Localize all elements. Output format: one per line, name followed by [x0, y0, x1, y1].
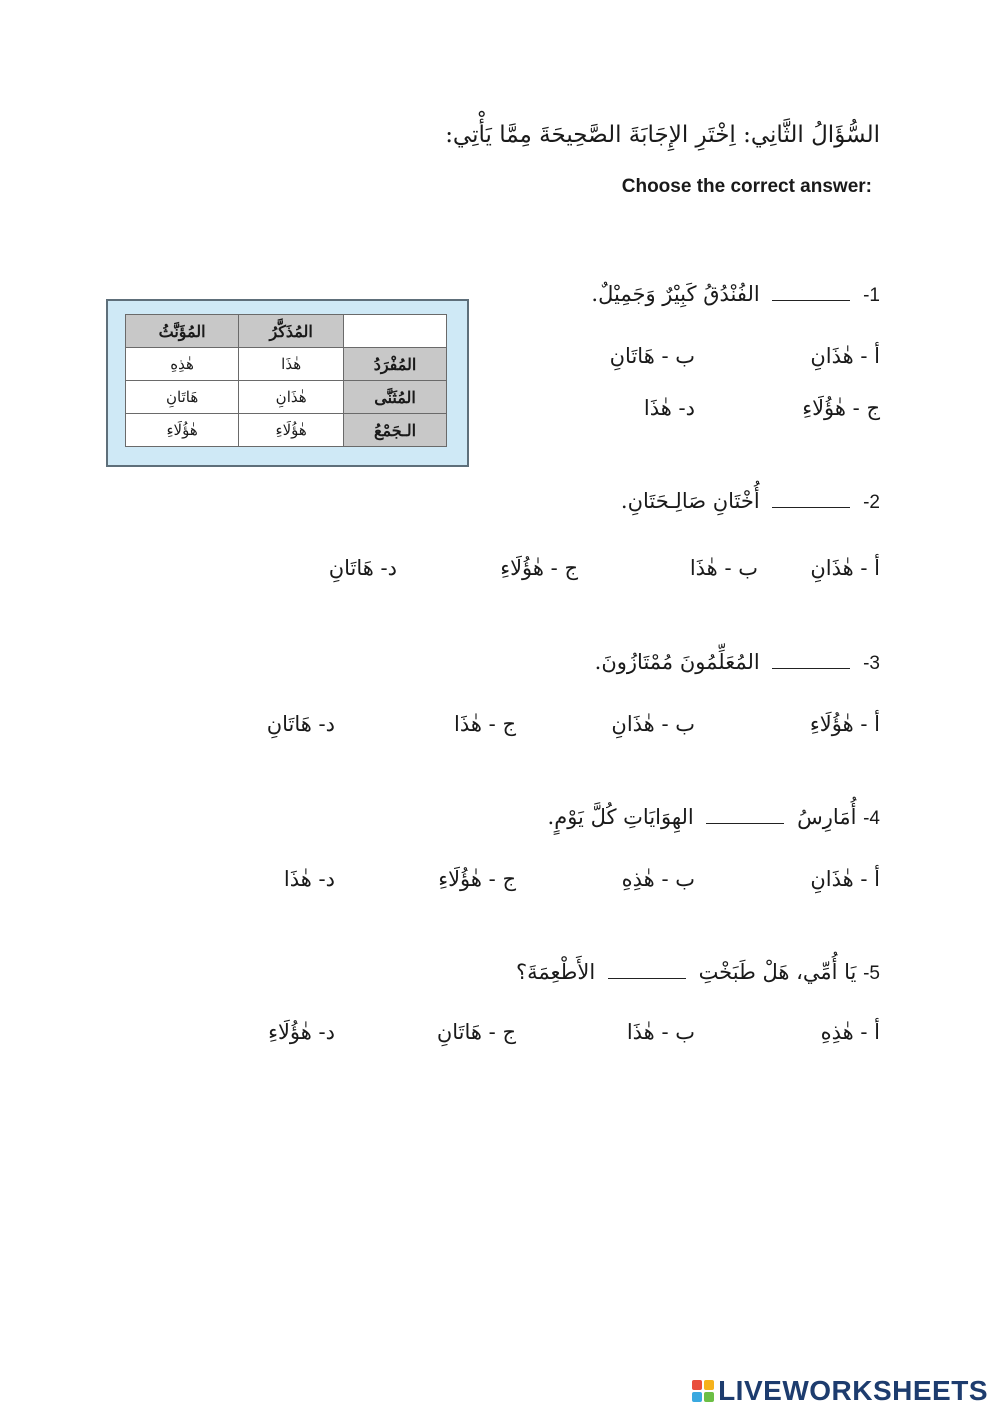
question-text: أُخْتَانِ صَالِـحَتَانِ. [620, 489, 760, 513]
option-c[interactable]: ج - هٰؤُلَاءِ [438, 867, 516, 891]
option-d[interactable]: د- هٰذَا [643, 396, 695, 420]
cell-singular-masc: هٰذَا [239, 348, 344, 381]
answer-blank[interactable] [706, 807, 784, 824]
option-c[interactable]: ج - هٰؤُلَاءِ [500, 556, 578, 580]
option-d[interactable]: د- هٰذَا [283, 867, 335, 891]
logo-text: LIVEWORKSHEETS [718, 1375, 988, 1406]
cell-dual-fem: هَاتَانِ [126, 381, 239, 414]
cell-plural-masc: هٰؤُلَاءِ [239, 414, 344, 447]
instruction-english: Choose the correct answer: [621, 176, 872, 197]
corner-cell [344, 315, 447, 348]
answer-blank[interactable] [772, 284, 850, 301]
table-row [126, 381, 447, 414]
option-b[interactable]: ب - هٰذَانِ [611, 712, 695, 736]
col-header-masculine: المُذَكَّرُ [239, 315, 344, 348]
question-text-after: الهِوَايَاتِ كُلَّ يَوْمٍ. [547, 805, 694, 829]
liveworksheets-logo [692, 1375, 988, 1407]
option-a[interactable]: أ - هٰذَانِ [810, 344, 880, 368]
question-4 [548, 805, 880, 830]
cell-singular-fem: هٰذِهِ [126, 348, 239, 381]
row-header-singular: المُفْرَدُ [344, 348, 447, 381]
option-c[interactable]: ج - هَاتَانِ [436, 1020, 516, 1044]
demonstratives-reference-box [106, 299, 469, 467]
cell-plural-fem: هٰؤُلَاءِ [126, 414, 239, 447]
worksheet-title: السُّؤَالُ الثَّانِي: اِخْتَرِ الإِجَابَةَ الصَّحِيحَةَ مِمَّا يَأْتِي: [445, 122, 880, 148]
table-row [126, 414, 447, 447]
option-c[interactable]: ج - هٰؤُلَاءِ [802, 396, 880, 420]
option-c[interactable]: ج - هٰذَا [454, 712, 516, 736]
answer-blank[interactable] [772, 491, 850, 508]
option-b[interactable]: ب - هَاتَانِ [609, 344, 695, 368]
question-1 [591, 282, 880, 307]
option-a[interactable]: أ - هٰذِهِ [820, 1020, 880, 1044]
question-number: 1- [863, 285, 880, 306]
question-number: 5- [863, 963, 880, 984]
question-text-after: الأَطْعِمَةَ؟ [515, 960, 596, 984]
col-header-feminine: المُؤَنَّثُ [126, 315, 239, 348]
question-text-before: يَا أُمِّي، هَلْ طَبَخْتِ [698, 960, 857, 984]
answer-blank[interactable] [772, 652, 850, 669]
question-text-before: أُمَارِسُ [797, 805, 857, 829]
option-d[interactable]: د- هَاتَانِ [328, 556, 397, 580]
table-row [126, 348, 447, 381]
row-header-dual: المُثَنَّى [344, 381, 447, 414]
question-text: الفُنْدُقُ كَبِيْرٌ وَجَمِيْلٌ. [591, 282, 760, 306]
question-5 [516, 960, 880, 985]
option-a[interactable]: أ - هٰذَانِ [810, 556, 880, 580]
question-2 [621, 489, 880, 514]
cell-dual-masc: هٰذَانِ [239, 381, 344, 414]
option-a[interactable]: أ - هٰؤُلَاءِ [809, 712, 880, 736]
question-number: 4- [863, 808, 880, 829]
logo-square [704, 1392, 714, 1402]
question-number: 3- [863, 653, 880, 674]
answer-blank[interactable] [608, 962, 686, 979]
question-3 [595, 650, 880, 675]
demonstratives-table [125, 314, 447, 447]
option-d[interactable]: د- هَاتَانِ [266, 712, 335, 736]
logo-square [692, 1380, 702, 1390]
logo-mark-icon [692, 1380, 714, 1402]
question-text: المُعَلِّمُونَ مُمْتَازُونَ. [594, 650, 760, 674]
logo-square [704, 1380, 714, 1390]
option-a[interactable]: أ - هٰذَانِ [810, 867, 880, 891]
question-number: 2- [863, 492, 880, 513]
table-header-row [126, 315, 447, 348]
option-b[interactable]: ب - هٰذِهِ [621, 867, 695, 891]
row-header-plural: الـجَمْعُ [344, 414, 447, 447]
option-b[interactable]: ب - هٰذَا [626, 1020, 695, 1044]
option-d[interactable]: د- هٰؤُلَاءِ [268, 1020, 335, 1044]
logo-square [692, 1392, 702, 1402]
option-b[interactable]: ب - هٰذَا [689, 556, 758, 580]
